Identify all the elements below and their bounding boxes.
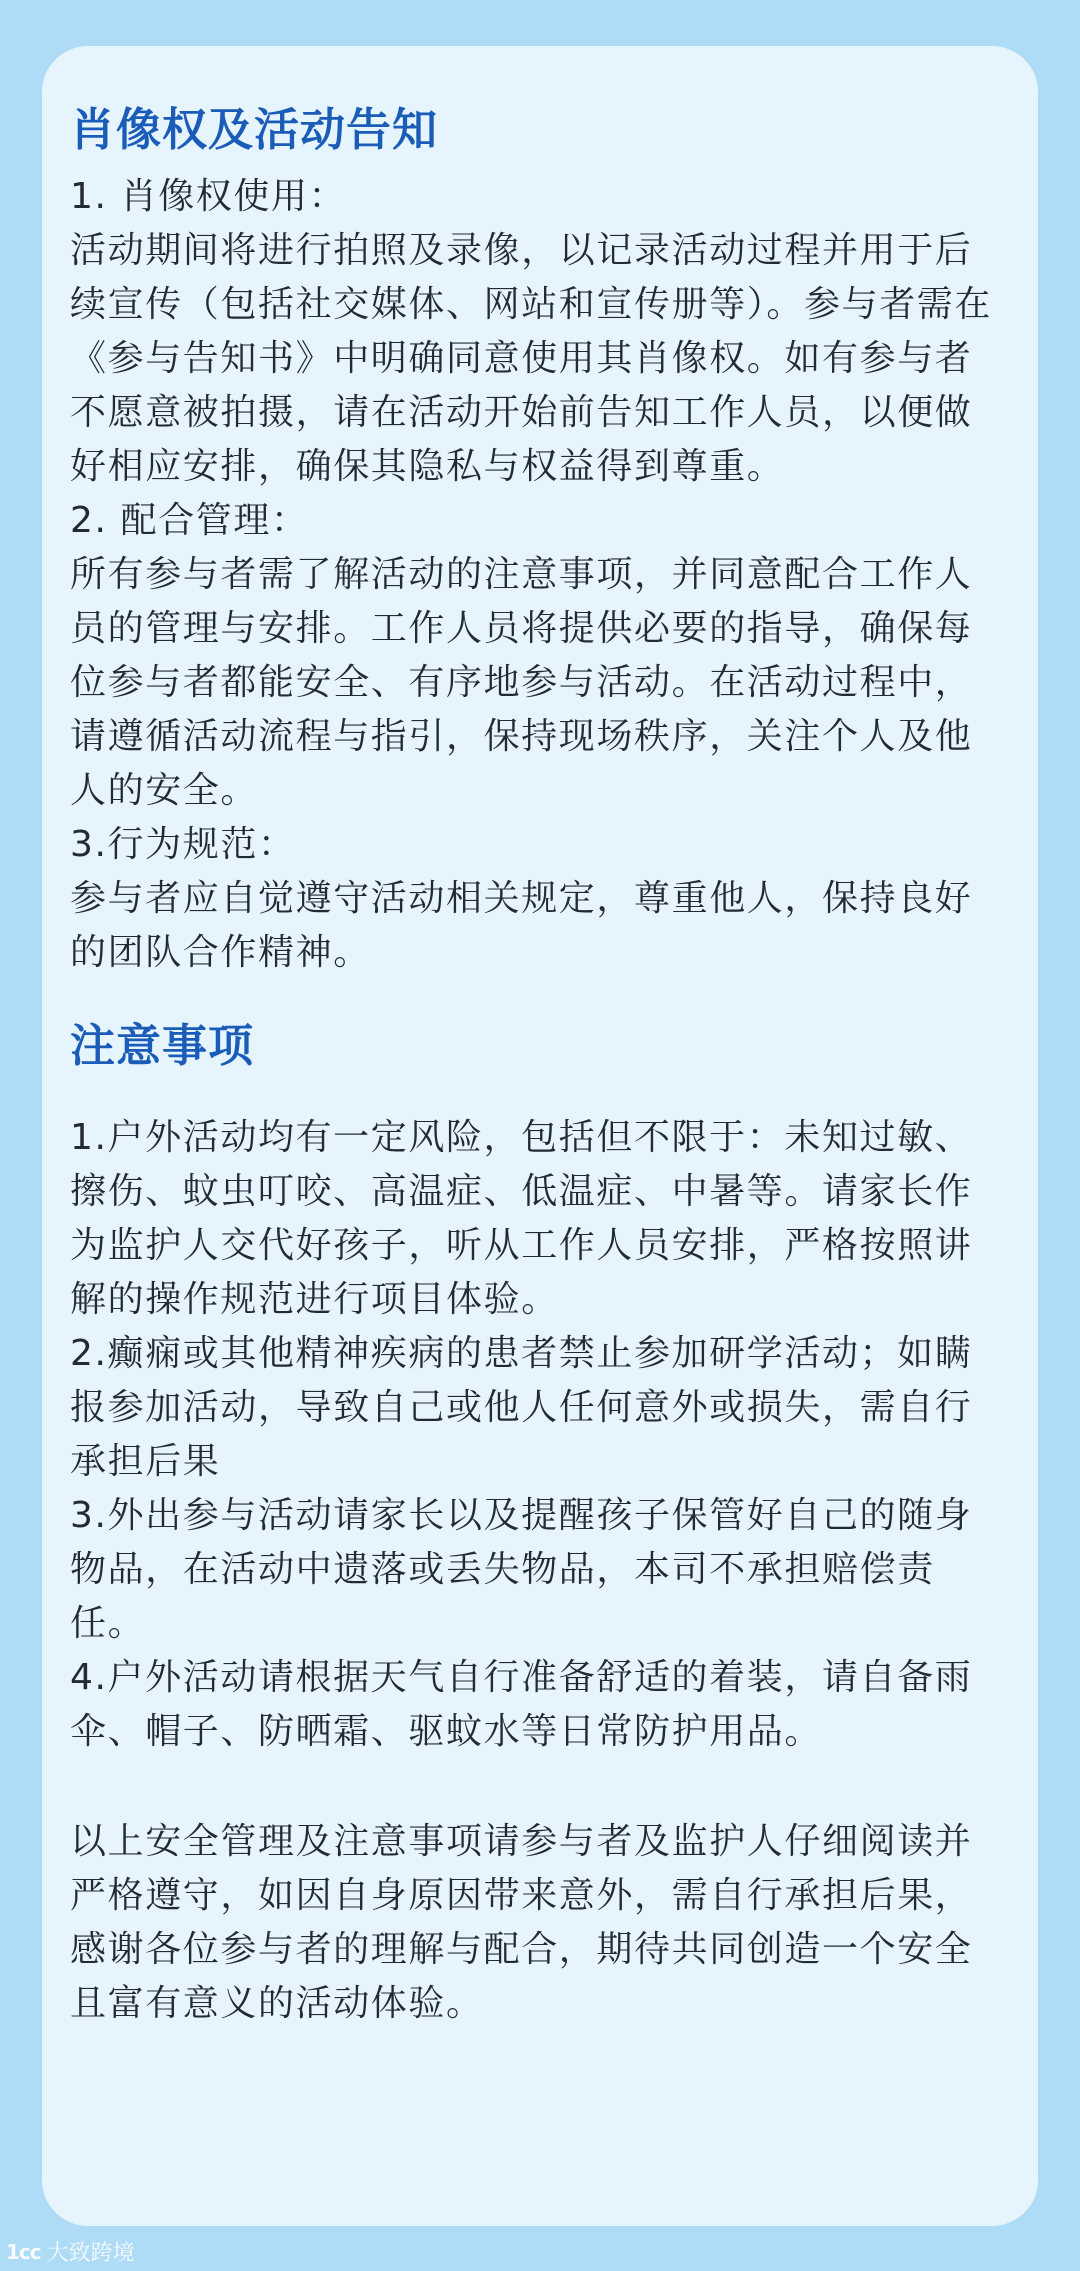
notice-card [42,46,1038,2226]
portrait-item3-heading: 3.行为规范： [70,824,296,866]
portrait-item2-heading: 2. 配合管理： [70,500,309,542]
watermark-text: 大致跨境 [46,2241,135,2266]
portrait-item2-text: 所有参与者需了解活动的注意事项，并同意配合工作人员的管理与安排。工作人员将提供必要的指导，确保每位参与者都能安全、有序地参与活动。在活动过程中，请遵循活动流程与指引，保持现场秩序，关注个人及他人的安全。 [70,554,973,812]
watermark-logo-icon: 1cc [6,2239,41,2264]
portrait-item1-text: 活动期间将进行拍照及录像，以记录活动过程并用于后续宣传（包括社交媒体、网站和宣传册等）。参与者需在《参与告知书》中明确同意使用其肖像权。如有参与者不愿意被拍摄，请在活动开始前告知工作人员，以便做好相应安排，确保其隐私与权益得到尊重。 [70,230,993,488]
watermark [6,2236,135,2267]
portrait-item3-text: 参与者应自觉遵守活动相关规定，尊重他人，保持良好的团队合作精神。 [70,878,973,974]
notice-item-2: 2.癫痫或其他精神疾病的患者禁止参加研学活动；如瞒报参加活动，导致自己或他人任何意外或损失，需自行承担后果 [70,1332,973,1482]
notice-item-4: 4.户外活动请根据天气自行准备舒适的着装，请自备雨伞、帽子、防晒霜、驱蚊水等日常防护用品。 [70,1656,973,1752]
portrait-item1-heading: 1. 肖像权使用： [70,176,347,218]
notice-item-3: 3.外出参与活动请家长以及提醒孩子保管好自己的随身物品，在活动中遗落或丢失物品，本司不承担赔偿责任。 [70,1494,973,1644]
notice-section-title: 注意事项 [70,1019,255,1073]
closing-paragraph: 以上安全管理及注意事项请参与者及监护人仔细阅读并严格遵守，如因自身原因带来意外，需自行承担后果，感谢各位参与者的理解与配合，期待共同创造一个安全且富有意义的活动体验。 [70,1820,973,2024]
portrait-section-title: 肖像权及活动告知 [70,103,439,156]
notice-item-1: 1.户外活动均有一定风险，包括但不限于：未知过敏、擦伤、蚊虫叮咬、高温症、低温症、中暑等。请家长作为监护人交代好孩子，听从工作人员安排，严格按照讲解的操作规范进行项目体验。 [70,1116,973,1320]
